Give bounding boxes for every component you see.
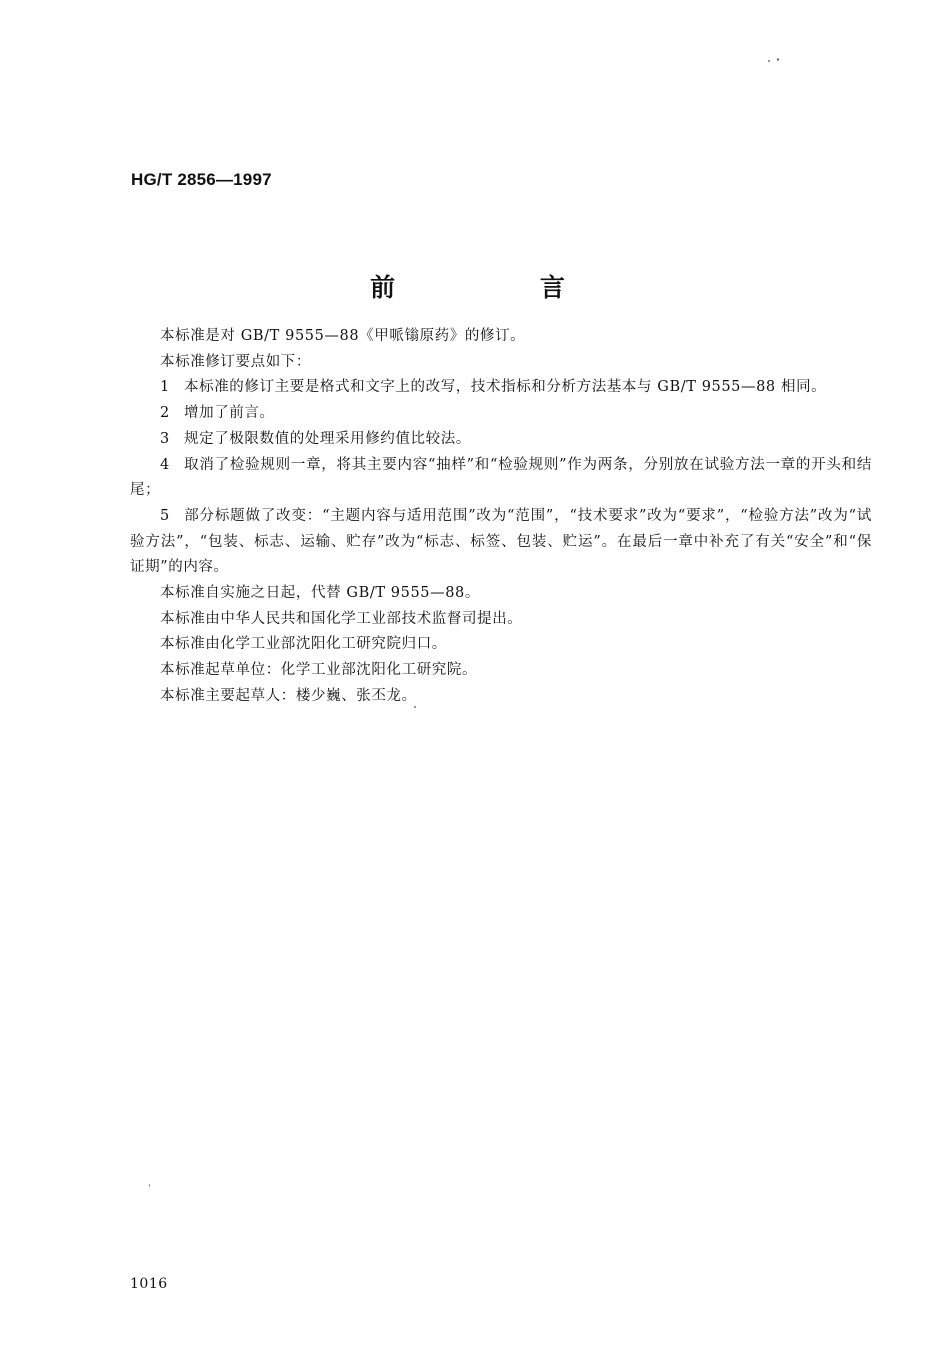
list-item — [130, 453, 872, 504]
paragraph — [130, 350, 872, 376]
list-item — [130, 375, 872, 401]
paragraph-text: 本标准由化学工业部沈阳化工研究院归口。 — [160, 636, 447, 653]
paragraph — [130, 607, 872, 633]
paragraph-text: 部分标题做了改变：“主题内容与适用范围”改为“范围”，“技术要求”改为“要求”，“检验方法”改为“试验方法”，“包装、标志、运输、贮存”改为“标志、标签、包装、贮运”。在最后一章中补充了有关“安全”和“保证期”的内容。 — [130, 507, 872, 576]
paragraph — [130, 658, 872, 684]
item-number: 2 — [160, 405, 170, 422]
page-number: 1016 — [130, 1276, 168, 1292]
paragraph-text: 本标准的修订主要是格式和文字上的改写，技术指标和分析方法基本与 GB/T 9555—88 相同。 — [184, 379, 827, 396]
standard-code: HG/T 2856—1997 — [131, 170, 272, 189]
item-number: 1 — [160, 379, 170, 396]
scan-speck — [777, 58, 779, 61]
paragraph-text: 取消了检验规则一章，将其主要内容“抽样”和“检验规则”作为两条，分别放在试验方法一章的开头和结尾； — [130, 456, 872, 499]
item-number: 4 — [160, 456, 170, 473]
paragraph-text: 本标准起草单位：化学工业部沈阳化工研究院。 — [160, 662, 478, 679]
list-item — [130, 427, 872, 453]
item-number: 3 — [160, 430, 170, 447]
document-body — [130, 324, 872, 710]
paragraph-text: 本标准由中华人民共和国化学工业部技术监督司提出。 — [160, 610, 523, 627]
scan-speck — [768, 60, 770, 62]
list-item — [130, 401, 872, 427]
paragraph — [130, 324, 872, 350]
list-item — [130, 504, 872, 581]
page-title: 前 言 — [370, 273, 633, 302]
paragraph-text: 本标准自实施之日起，代替 GB/T 9555—88。 — [160, 585, 480, 602]
paragraph — [130, 581, 872, 607]
scan-speck — [414, 706, 416, 708]
scan-speck — [149, 1184, 150, 1187]
paragraph — [130, 632, 872, 658]
item-number: 5 — [160, 507, 170, 524]
paragraph-text: 本标准修订要点如下： — [160, 353, 311, 370]
paragraph-text: 增加了前言。 — [184, 405, 275, 422]
paragraph — [130, 684, 872, 710]
paragraph-text: 本标准是对 GB/T 9555—88《甲哌𬭩原药》的修订。 — [160, 328, 526, 344]
paragraph-text: 本标准主要起草人：楼少巍、张丕龙。 — [160, 687, 417, 704]
paragraph-text: 规定了极限数值的处理采用修约值比较法。 — [184, 430, 471, 447]
